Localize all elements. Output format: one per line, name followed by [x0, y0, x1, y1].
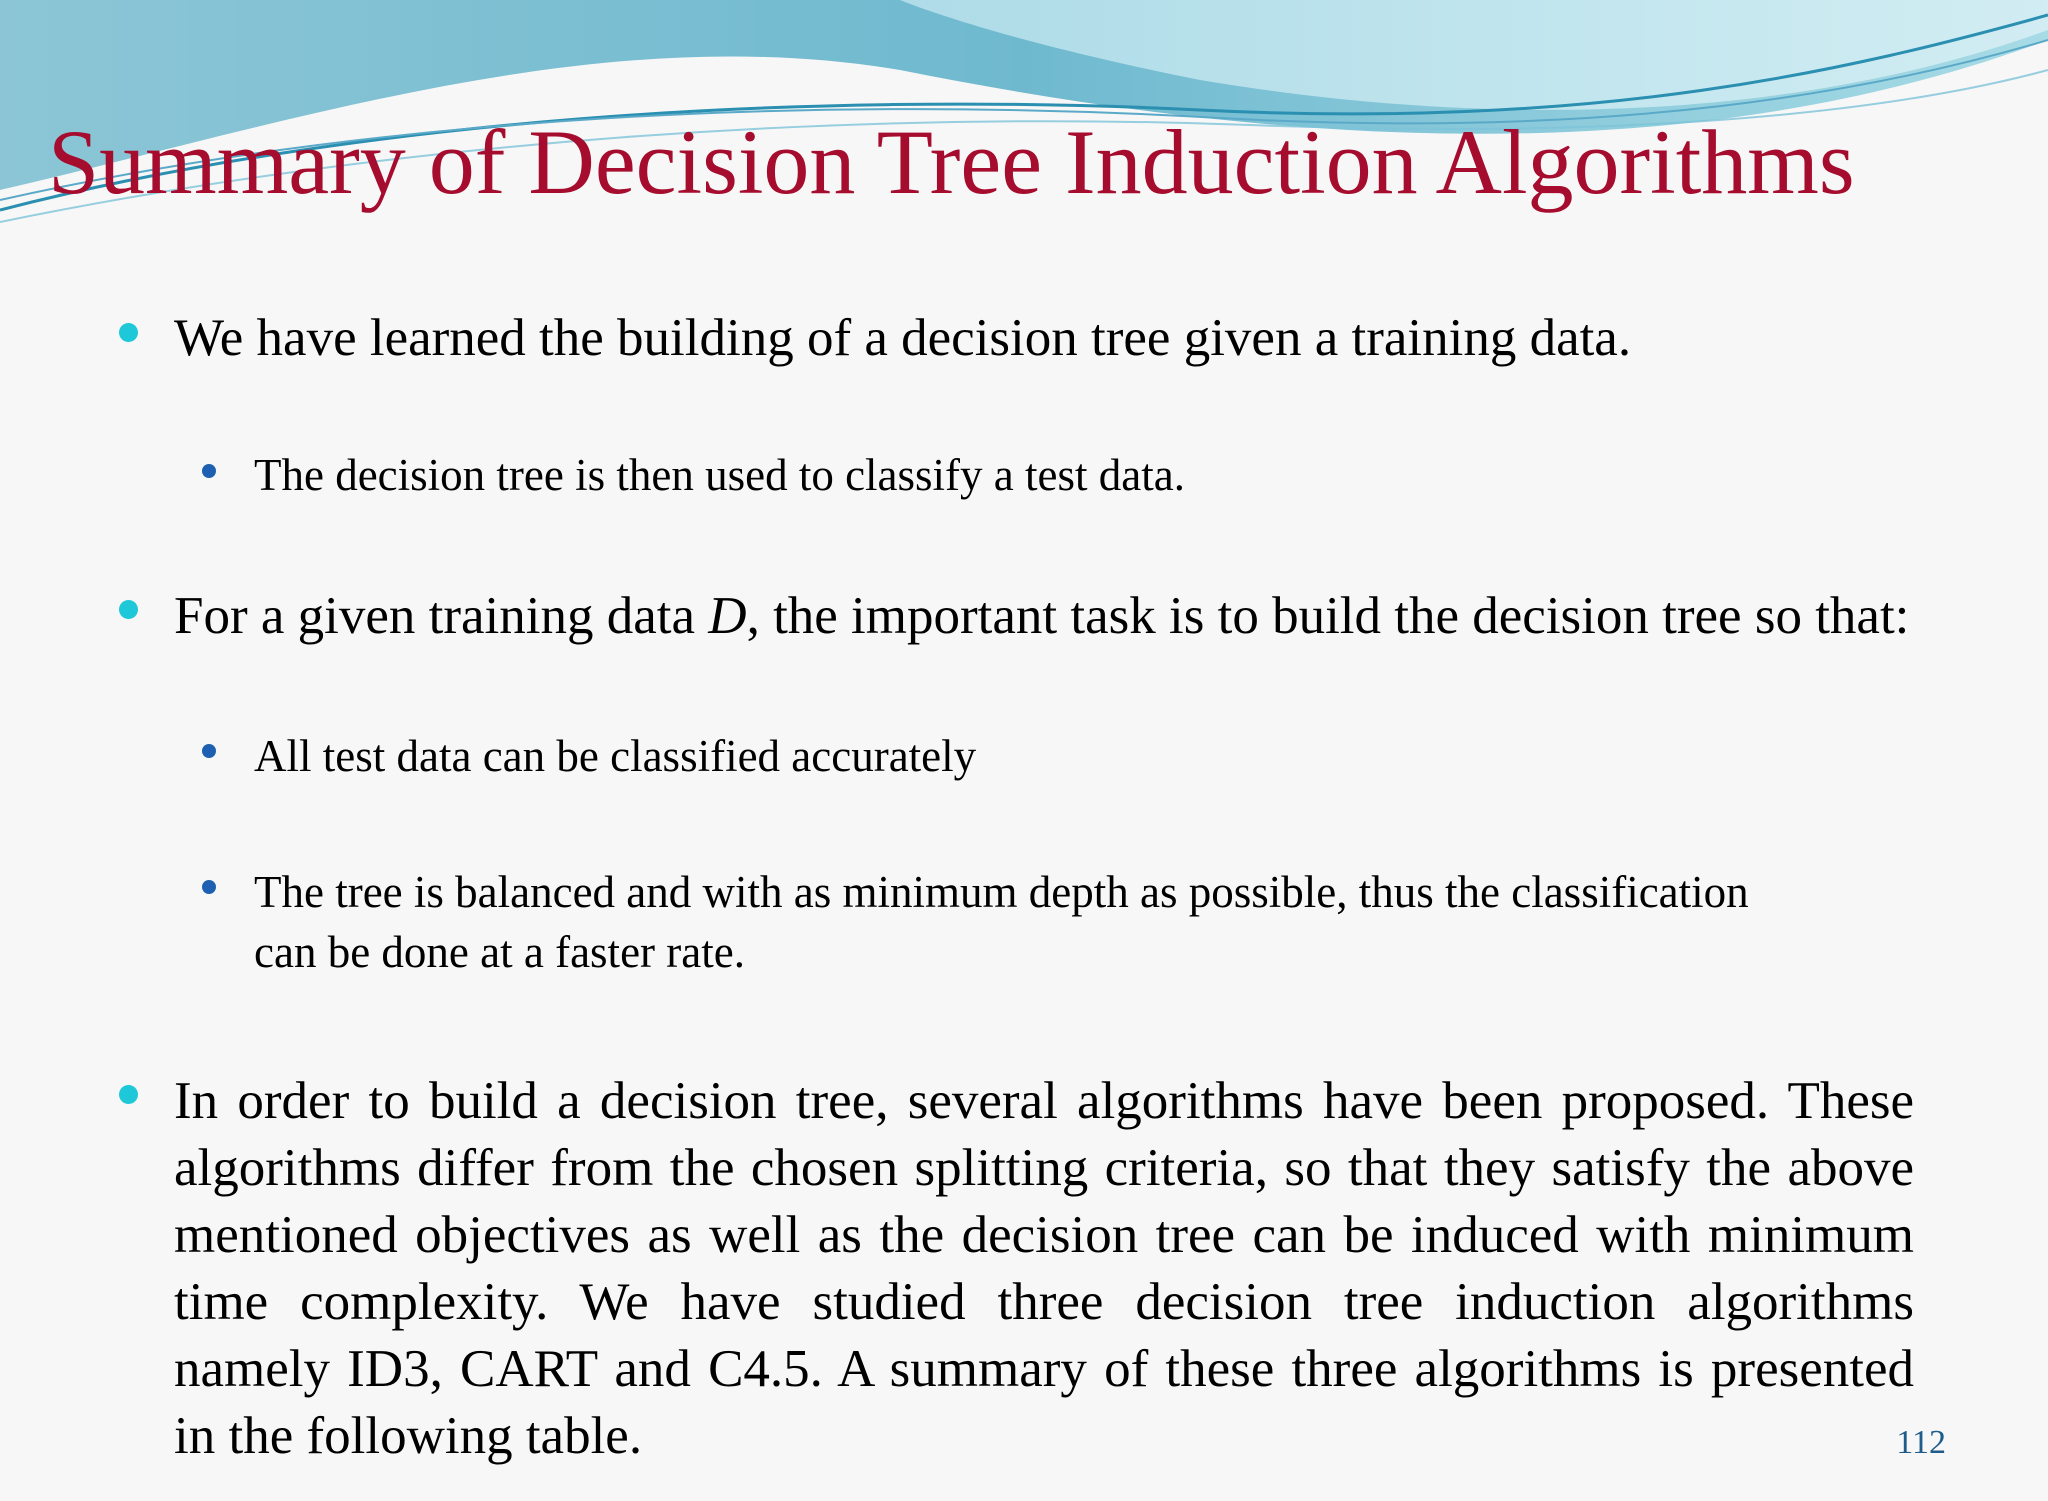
sub-bullet-text: The decision tree is then used to classify a test data.	[254, 450, 1185, 500]
sub-bullet-dot	[202, 464, 216, 478]
bullet-text-part: , the important task is to build the decision tree so that:	[746, 587, 1910, 645]
slide-title: Summary of Decision Tree Induction Algorithms	[48, 111, 1855, 213]
bullet-text: In order to build a decision tree, several algorithms have been proposed. These algorithms differ from the chosen splitting criteria, so that they satisfy the above mentioned objectives as well as the decision tree can be induced with minimum time complexity. We have studied three decision tree induction algorithms namely ID3, CART and C4.5. A summary of these three algorithms is presented in the following table.	[174, 1072, 1914, 1465]
bullet-dot	[119, 1085, 138, 1104]
bullet-dot	[119, 323, 138, 342]
bullet-dot	[119, 600, 138, 619]
page-number: 112	[1896, 1424, 1946, 1461]
sub-bullet-dot	[202, 744, 216, 758]
sub-bullet-dot	[202, 880, 216, 894]
bullet-text-part: For a given training data	[174, 587, 709, 645]
sub-bullet-text: All test data can be classified accurately	[254, 731, 977, 781]
bullet-text: We have learned the building of a decision tree given a training data.	[174, 309, 1632, 367]
sub-bullet-text: The tree is balanced and with as minimum depth as possible, thus the classification can be done at a faster rate.	[254, 867, 1749, 977]
variable-d: D	[708, 587, 747, 645]
bullet-text	[174, 583, 1914, 650]
